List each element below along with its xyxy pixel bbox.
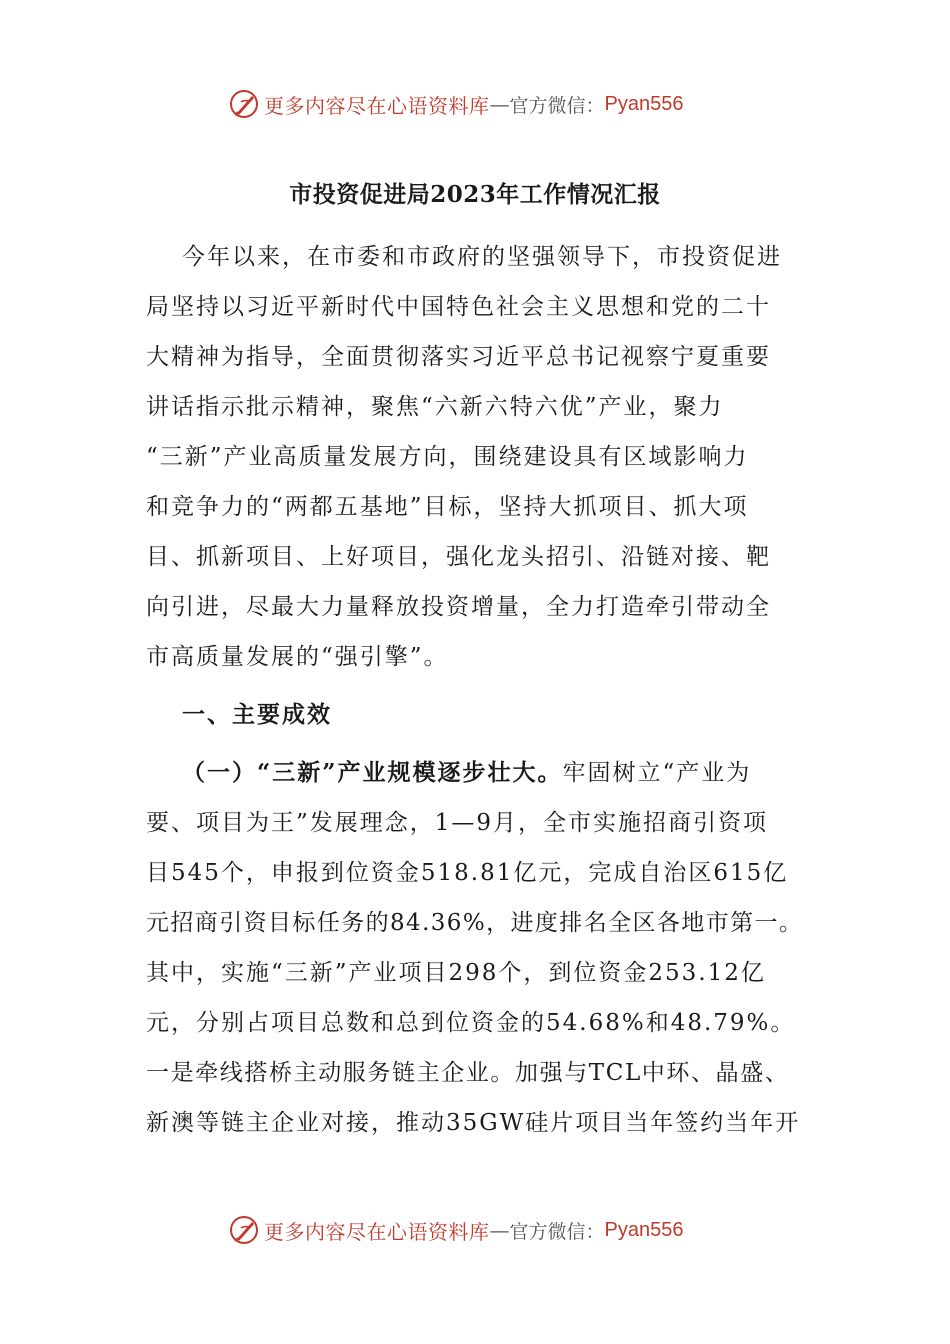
subsection-heading: （一）“三新”产业规模逐步壮大。 [182, 759, 563, 786]
paragraph-line: 一是牵线搭桥主动服务链主企业。加强与TCL中环、晶盛、 [146, 1060, 790, 1086]
paragraph-line: 元招商引资目标任务的84.36%，进度排名全区各地市第一。 [146, 910, 804, 936]
quill-pen-logo-icon [228, 88, 260, 120]
paragraph-line: 目545个，申报到位资金518.81亿元，完成自治区615亿 [146, 860, 789, 886]
paragraph-line: 和竞争力的“两都五基地”目标，坚持大抓项目、抓大项 [146, 494, 749, 520]
document-title: 市投资促进局2023年工作情况汇报 [289, 181, 661, 208]
subsection-text: 牢固树立“产业为 [562, 760, 752, 786]
paragraph-line: 其中，实施“三新”产业项目298个，到位资金253.12亿 [146, 960, 766, 986]
watermark-wechat-id: Pyan556 [604, 1218, 684, 1241]
paragraph-line: 局坚持以习近平新时代中国特色社会主义思想和党的二十 [146, 294, 771, 320]
watermark-label: 官方微信： [509, 94, 605, 117]
paragraph-line: 目、抓新项目、上好项目，强化龙头招引、沿链对接、靶 [146, 544, 771, 570]
paragraph-line: 新澳等链主企业对接，推动35GW硅片项目当年签约当年开 [146, 1110, 801, 1136]
watermark-dash: — [489, 92, 510, 116]
section-heading: 一、主要成效 [182, 701, 332, 728]
paragraph-line: 市高质量发展的“强引擎”。 [146, 644, 449, 670]
watermark-text: 更多内容尽在心语资料库 [264, 93, 490, 118]
watermark-wechat-id: Pyan556 [604, 92, 684, 115]
paragraph-line: 讲话指示批示精神，聚焦“六新六特六优”产业，聚力 [146, 394, 724, 420]
paragraph-line: “三新”产业高质量发展方向，围绕建设具有区域影响力 [146, 444, 749, 470]
paragraph-line: 向引进，尽最大力量释放投资增量，全力打造牵引带动全 [146, 594, 771, 620]
subsection-first-line [182, 758, 751, 788]
paragraph-line: 元，分别占项目总数和总到位资金的54.68%和48.79%。 [146, 1010, 796, 1036]
paragraph-line: 今年以来，在市委和市政府的坚强领导下，市投资促进 [182, 244, 782, 270]
header-watermark [228, 86, 683, 122]
paragraph-line: 大精神为指导，全面贯彻落实习近平总书记视察宁夏重要 [146, 344, 771, 370]
watermark-text: 更多内容尽在心语资料库 [264, 1219, 490, 1244]
paragraph-line: 要、项目为王”发展理念，1—9月，全市实施招商引资项 [146, 810, 769, 836]
footer-watermark [228, 1212, 683, 1248]
watermark-label: 官方微信： [509, 1220, 605, 1243]
quill-pen-logo-icon [228, 1214, 260, 1246]
watermark-dash: — [489, 1218, 510, 1242]
